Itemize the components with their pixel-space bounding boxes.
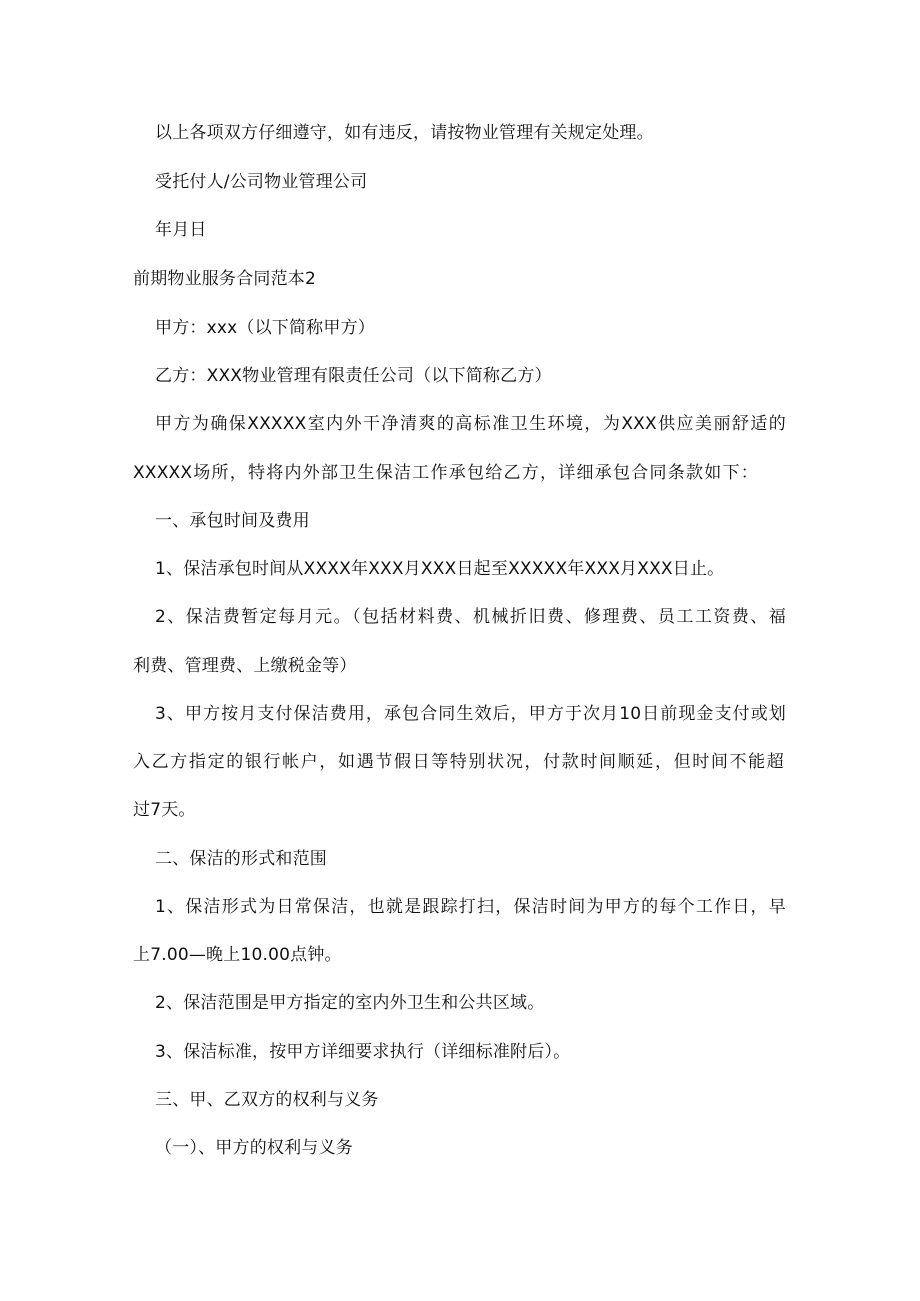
clause-1-2-line-2: 利费、管理费、上缴税金等） bbox=[133, 656, 357, 676]
paragraph-entrusted-party: 受托付人/公司物业管理公司 bbox=[155, 172, 368, 192]
clause-2-1-line-1: 1、保洁形式为日常保洁，也就是跟踪打扫，保洁时间为甲方的每个工作日，早 bbox=[155, 897, 786, 917]
clause-2-1-line-2: 上7.00—晚上10.00点钟。 bbox=[133, 945, 342, 965]
heading-3: 三、甲、乙双方的权利与义务 bbox=[155, 1090, 379, 1110]
clause-1-2-line-1: 2、保洁费暂定每月元。（包括材料费、机械折旧费、修理费、员工工资费、福 bbox=[155, 607, 786, 627]
clause-1-1: 1、保洁承包时间从XXXX年XXX月XXX日起至XXXXX年XXX月XXX日止。 bbox=[155, 559, 725, 579]
paragraph-date: 年月日 bbox=[155, 220, 207, 240]
clause-1-3-line-1: 3、甲方按月支付保洁费用，承包合同生效后，甲方于次月10日前现金支付或划 bbox=[155, 704, 786, 724]
clause-2-2: 2、保洁范围是甲方指定的室内外卫生和公共区域。 bbox=[155, 993, 545, 1013]
intro-line-2: XXXXX场所，特将内外部卫生保洁工作承包给乙方，详细承包合同条款如下： bbox=[133, 463, 758, 483]
subheading-3-1: （一）、甲方的权利与义务 bbox=[155, 1138, 353, 1158]
heading-1: 一、承包时间及费用 bbox=[155, 511, 310, 531]
clause-2-3: 3、保洁标准，按甲方详细要求执行（详细标准附后）。 bbox=[155, 1042, 571, 1062]
heading-2: 二、保洁的形式和范围 bbox=[155, 849, 327, 869]
paragraph-compliance: 以上各项双方仔细遵守，如有违反，请按物业管理有关规定处理。 bbox=[155, 123, 654, 143]
party-a: 甲方：xxx（以下简称甲方） bbox=[155, 318, 375, 338]
clause-1-3-line-3: 过7天。 bbox=[133, 800, 196, 820]
party-b: 乙方：XXX物业管理有限责任公司（以下简称乙方） bbox=[155, 366, 552, 386]
intro-line-1: 甲方为确保XXXXX室内外干净清爽的高标准卫生环境，为XXX供应美丽舒适的 bbox=[155, 414, 786, 434]
clause-1-3-line-2: 入乙方指定的银行帐户，如遇节假日等特别状况，付款时间顺延，但时间不能超 bbox=[133, 752, 784, 772]
section-title: 前期物业服务合同范本2 bbox=[133, 269, 317, 289]
